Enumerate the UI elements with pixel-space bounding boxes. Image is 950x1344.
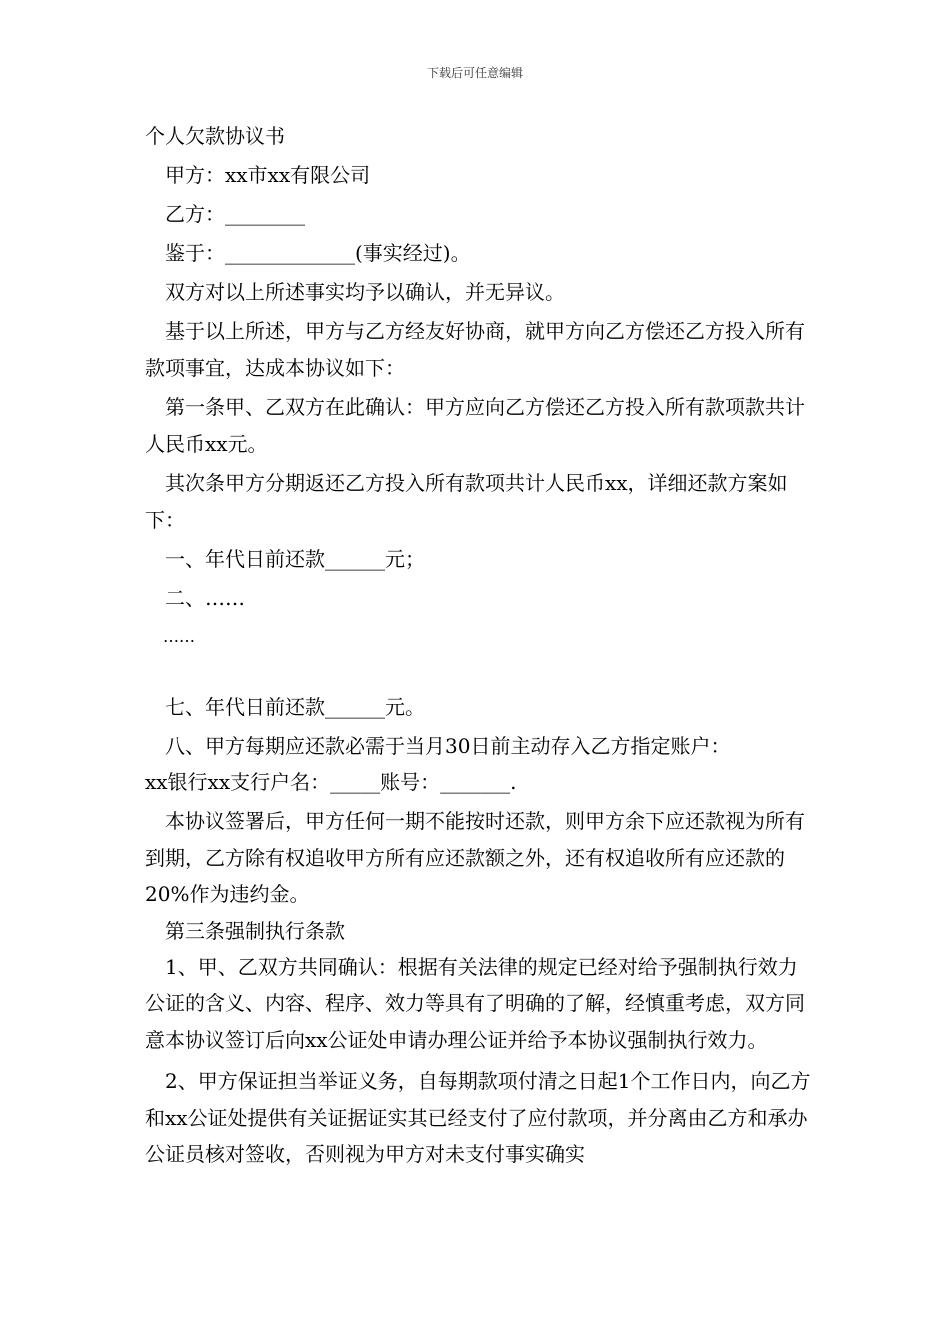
article-1-paragraph: 第一条甲、乙双方在此确认：甲方应向乙方偿还乙方投入所有款项款共计人民币xx元。 <box>145 395 805 456</box>
default-clause-paragraph: 本协议签署后，甲方任何一期不能按时还款，则甲方余下应还款视为所有到期，乙方除有权追收甲方所有应还款额之外，还有权追收所有应还款的20%作为违约金。 <box>145 809 805 906</box>
article-3-heading: 第三条强制执行条款 <box>165 918 345 943</box>
document-title: 个人欠款协议书 <box>145 124 285 148</box>
plan-ellipsis: …… <box>163 627 195 646</box>
bank-account-line: xx银行xx支行户名：_____账号：_______. <box>145 770 517 794</box>
plan-item-8: 八、甲方每期应还款必需于当月30日前主动存入乙方指定账户： <box>165 734 731 758</box>
page-header-note: 下载后可任意编辑 <box>426 66 523 80</box>
party-a: 甲方：xx市xx有限公司 <box>165 163 371 187</box>
plan-item-1: 一、年代日前还款______元； <box>165 547 425 571</box>
confirm-line: 双方对以上所述事实均予以确认，并无异议。 <box>165 280 565 304</box>
basis-paragraph: 基于以上所述，甲方与乙方经友好协商，就甲方向乙方偿还乙方投入所有款项事宜，达成本协议如下： <box>145 319 805 380</box>
party-b: 乙方：________ <box>165 202 305 226</box>
document-body <box>145 118 815 1173</box>
whereas-line: 鉴于：_____________(事实经过)。 <box>165 241 471 265</box>
blank-spacer <box>145 655 815 689</box>
clause-1-paragraph: 1、甲、乙双方共同确认：根据有关法律的规定已经对给予强制执行效力公证的含义、内容、程序、效力等具有了明确的了解，经慎重考虑，双方同意本协议签订后向xx公证处申请办理公证并给予本协议强制执行效力。 <box>145 954 805 1052</box>
clause-2-paragraph: 2、甲方保证担当举证义务，自每期款项付清之日起1个工作日内，向乙方和xx公证处提供有关证据证实其已经支付了应付款项，并分离由乙方和承办公证员核对签收，否则视为甲方对未支付事实确实 <box>145 1069 811 1166</box>
plan-item-7: 七、年代日前还款______元。 <box>165 695 425 719</box>
plan-item-2: 二、…… <box>165 586 245 610</box>
article-2-paragraph: 其次条甲方分期返还乙方投入所有款项共计人民币xx，详细还款方案如下： <box>145 471 788 532</box>
